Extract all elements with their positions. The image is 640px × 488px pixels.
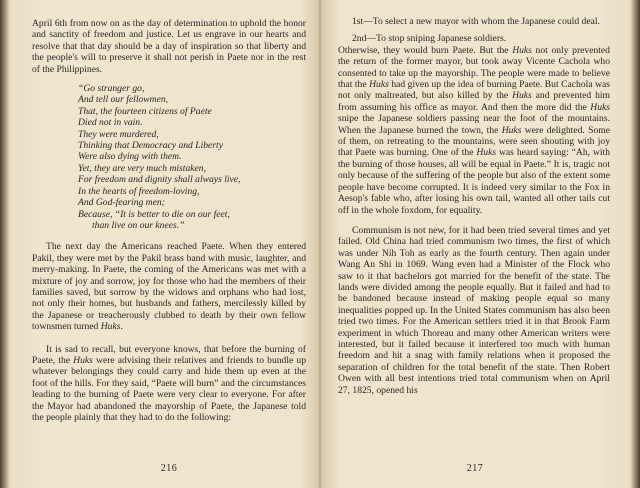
paragraph-text: and prevented him from assuming his office as mayor. And then the more did the <box>338 90 610 113</box>
poem-line: Because, “It is better to die on our feet, <box>78 208 230 220</box>
poem-line: than live on our knees.” <box>92 219 185 231</box>
page-number-right: 217 <box>466 462 484 474</box>
paragraph-text: Otherwise, they would burn Paete. But the <box>338 44 513 56</box>
italic-huks: Huks <box>369 79 389 91</box>
paragraph-text: were delighted. Some of them, on retreating to the mountains, were seen shouting with joy that Paete was burning. One of the <box>338 124 610 159</box>
paragraph-gap <box>338 216 610 225</box>
poem-line: That, the fourteen citizens of Paete <box>78 105 212 117</box>
italic-huks: Huks <box>501 124 522 136</box>
paragraph-communism: Communism is not new, for it had been tried several times and yet failed. Old China had tried communism two times, the first of which was under Nih Toh as early as the fourth century. Then again under Wang An Shi in 1069. Wang even had a Minister of the Flock who saw to it that bachelors got married for the benefit of the state. The lands were divided among the people equally. But it failed and had to be bandoned because instead of making people equal so many inequalities popped up. In the United States communism has also been tried two times. For the American settlers tried it in that Brook Farm experiment in which Thoreau and many other American writers were interested, but it failed because it interfered too much with human freedom and hit a snag with family relations when it proposed the separation of children for the total benefit of the state. Then Robert Owen with all best intentions tried total communism when on April 27, 1825, opened his <box>338 224 610 396</box>
paragraph-text: snipe the Japanese soldiers passing near the foot of the mountains. When the Japanese burned the town, the <box>338 113 610 136</box>
paragraph-text: It is sad to recall, but everyone knows, that before the burning of Paete, the <box>32 343 306 366</box>
italic-huks: Huks <box>512 90 532 102</box>
paragraph-text: had given up the idea of burning Paete. But Cachola was not only maltreated, but also killed by the <box>338 79 610 102</box>
right-page <box>320 0 640 488</box>
poem-line: And tell our fellowmen, <box>78 94 169 106</box>
poem-line: And God-fearing men; <box>78 197 165 209</box>
paragraph-burning <box>32 344 306 424</box>
italic-huks: Huks <box>590 101 610 113</box>
list-item-first: 1st—To select a new mayor with whom the Japanese could deal. <box>352 16 600 27</box>
paragraph-text: were advising their relatives and friends to bundle up whatever belongings they could carry and hide them up even at the foot of the hills. For they said, “Paete will burn” and the circumstances leading to the burning of Paete were very clear to everyone. For after the Mayor had abandoned the mayorship of Paete, the Japanese told the people plainly that they had to do the following: <box>32 354 306 423</box>
poem-line: Thinking that Democracy and Liberty <box>78 140 223 152</box>
poem-line: “Go stranger go, <box>78 83 145 95</box>
poem <box>78 83 306 231</box>
italic-huks: Huks <box>73 354 93 366</box>
poem-line: For freedom and dignity shall always live, <box>78 174 241 186</box>
poem-line: In the hearts of freedom-loving, <box>78 185 200 197</box>
poem-line: Died not in vain. <box>78 117 143 129</box>
opening-paragraph: April 6th from now on as the day of determination to uphold the honor and sanctity of freedom and justice. Let us engrave in our hearts and resolve that that day should be a day of inspiration so that liberty and the people's will to preserve it shall not perish in Paete nor in the rest of the Philippines. <box>32 18 306 75</box>
paragraph-text: . <box>120 321 123 333</box>
paragraph-americans-arrive <box>32 241 306 332</box>
poem-line: They were murdered, <box>78 128 159 140</box>
italic-huks: Huks <box>476 147 497 159</box>
paragraph-huks-cachola <box>338 45 610 216</box>
italic-huks: Huks <box>512 44 532 56</box>
italic-huks: Huks <box>100 321 121 333</box>
paragraph-text: was heard saying: “Ah, with the burning of those houses, all will be equal in Paete.” It is, tragic not only because of the suffering of the people but also of the extent some people have become corrupted. It is indeed very similar to the Fox in Aesop's fable who, after losing his own tail, wanted all other tails cut off in the whole foxdom, for equality. <box>338 147 611 216</box>
paragraph-gap <box>32 333 306 344</box>
paragraph-text: not only prevented the return of the former mayor, but took away Vicente Cachola who consented to take up the mayorship. The people were made to believe that the <box>338 44 610 91</box>
list-item-second: 2nd—To stop sniping Japanese soldiers. <box>352 33 507 45</box>
page-number-left: 216 <box>160 462 178 474</box>
paragraph-text: The next day the Americans reached Paete. When they entered Pakil, they were met by the Pakil brass band with music, laughter, and merry-making. In Paete, the coming of the Americans was met with a mixture of joy and sorrow, joy for those who had the members of their families saved, but sorrow by the widows and orphans who had lost, not only their homes, but husbands and fathers, mercilessly killed by the Japanese or treacherously clubbed to death by their own fellow townsmen turned <box>32 241 306 333</box>
poem-line: Yet, they are very much mistaken, <box>78 162 206 174</box>
poem-line: Were also dying with them. <box>78 151 182 163</box>
